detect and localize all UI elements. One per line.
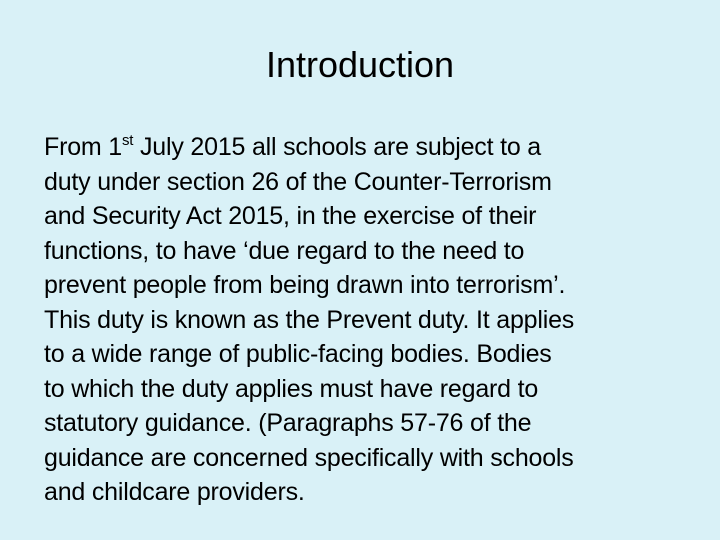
- body-line: and childcare providers.: [44, 478, 305, 506]
- body-line: and Security Act 2015, in the exercise of their: [44, 202, 537, 230]
- slide-body-text: [44, 130, 704, 510]
- slide-title: Introduction: [265, 44, 455, 85]
- body-line: guidance are concerned specifically with schools: [44, 443, 574, 472]
- body-line: duty under section 26 of the Counter-Terrorism: [44, 167, 552, 196]
- ordinal-suffix: st: [121, 132, 134, 149]
- body-line: to a wide range of public-facing bodies. Bodies: [44, 340, 552, 368]
- body-line: statutory guidance. (Paragraphs 57-76 of the: [44, 409, 532, 437]
- text-segment: July 2015 all schools are subject to a: [133, 133, 541, 161]
- body-line: to which the duty applies must have regard to: [44, 374, 539, 403]
- text-segment: From 1: [44, 133, 122, 161]
- body-line: functions, to have ‘due regard to the need to: [44, 236, 525, 265]
- body-line: This duty is known as the Prevent duty. It applies: [44, 305, 575, 334]
- body-line: prevent people from being drawn into terrorism’.: [44, 271, 566, 299]
- body-line: [44, 130, 704, 165]
